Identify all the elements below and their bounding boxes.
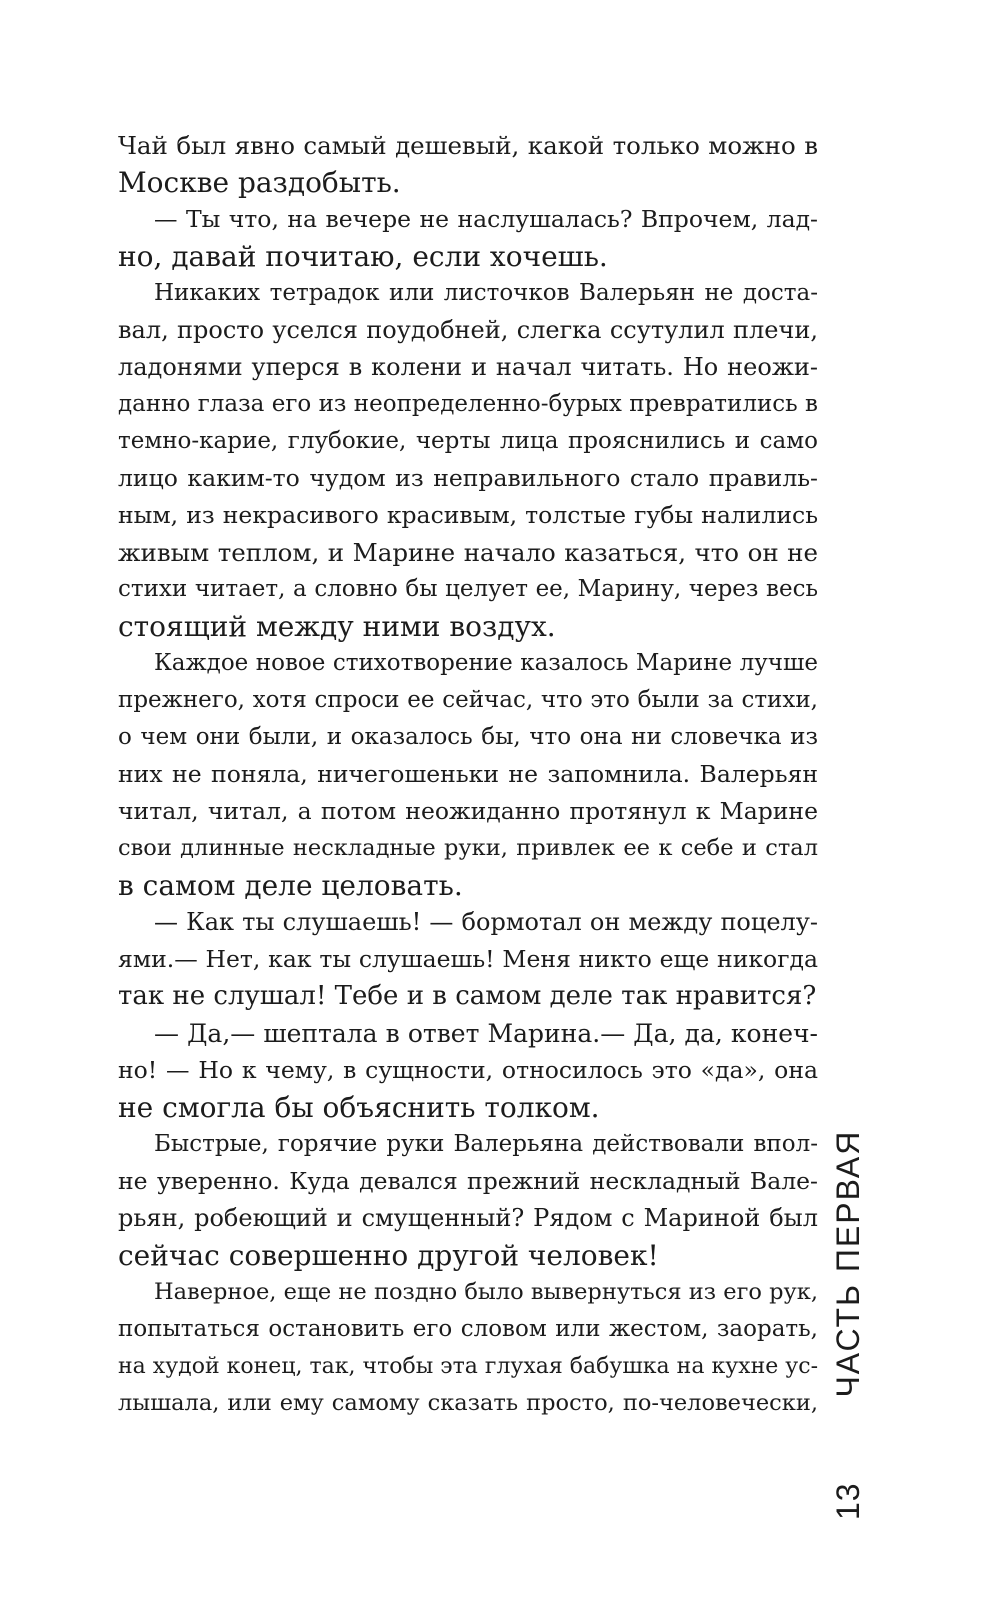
text-line: стоящий между ними воздух.: [118, 610, 556, 643]
text-line: не уверенно. Куда девался прежний нескладный Вале-: [118, 1167, 818, 1195]
text-line: ным, из некрасивого красивым, толстые губы налились: [118, 501, 818, 529]
text-line: них не поняла, ничегошеньки не запомнила. Валерьян: [118, 760, 818, 788]
text-line: — Да,— шептала в ответ Марина.— Да, да, конеч-: [154, 1019, 818, 1048]
running-head: [828, 1130, 868, 1520]
text-line: Быстрые, горячие руки Валерьяна действовали впол-: [154, 1131, 818, 1157]
text-line: лышала, или ему самому сказать просто, по-человечески,: [118, 1390, 818, 1416]
text-line: лицо каким-то чудом из неправильного стало правиль-: [118, 464, 818, 492]
text-line: Москве раздобыть.: [118, 166, 401, 199]
text-line: в самом деле целовать.: [118, 869, 463, 902]
text-line: Чай был явно самый дешевый, какой только можно в: [118, 131, 818, 160]
text-line: но, давай почитаю, если хочешь.: [118, 240, 608, 273]
text-line: Никаких тетрадок или листочков Валерьян не доста-: [154, 280, 818, 306]
text-line: ями.— Нет, как ты слушаешь! Меня никто еще никогда: [118, 945, 818, 973]
text-line: но! — Но к чему, в сущности, относилось это «да», она: [118, 1056, 818, 1084]
text-line: не смогла бы объяснить толком.: [118, 1091, 600, 1124]
text-line: темно-карие, глубокие, черты лица прояснились и само: [118, 428, 818, 454]
text-line: о чем они были, и оказалось бы, что она ни словечка из: [118, 724, 818, 750]
page-number: 13: [830, 1482, 866, 1520]
text-line: — Как ты слушаешь! — бормотал он между поцелу-: [154, 908, 818, 936]
text-line: Наверное, еще не поздно было вывернуться из его рук,: [154, 1279, 818, 1305]
text-line: читал, читал, а потом неожиданно протянул к Марине: [118, 797, 818, 825]
section-title: ЧАСТЬ ПЕРВАЯ: [830, 1129, 866, 1398]
text-line: данно глаза его из неопределенно-бурых превратились в: [118, 391, 818, 417]
text-line: на худой конец, так, чтобы эта глухая бабушка на кухне ус-: [118, 1354, 818, 1379]
text-line: — Ты что, на вечере не наслушалась? Впрочем, лад-: [154, 205, 818, 233]
text-line: прежнего, хотя спроси ее сейчас, что это были за стихи,: [118, 687, 818, 713]
text-line: Каждое новое стихотворение казалось Марине лучше: [154, 650, 818, 676]
text-line: стихи читает, а словно бы целует ее, Марину, через весь: [118, 576, 818, 602]
text-line: вал, просто уселся поудобней, слегка ссутулил плечи,: [118, 316, 818, 344]
body-text: [118, 127, 818, 1422]
text-line: живым теплом, и Марине начало казаться, что он не: [118, 538, 818, 567]
text-line: ладонями уперся в колени и начал читать. Но неожи-: [118, 353, 818, 381]
text-line: рьян, робеющий и смущенный? Рядом с Мариной был: [118, 1204, 818, 1232]
text-line: свои длинные нескладные руки, привлек ее к себе и стал: [118, 835, 818, 861]
text-line: сейчас совершенно другой человек!: [118, 1239, 659, 1272]
text-line: попытаться остановить его словом или жестом, заорать,: [118, 1316, 818, 1342]
text-line: так не слушал! Тебе и в самом деле так нравится?: [118, 981, 817, 1011]
